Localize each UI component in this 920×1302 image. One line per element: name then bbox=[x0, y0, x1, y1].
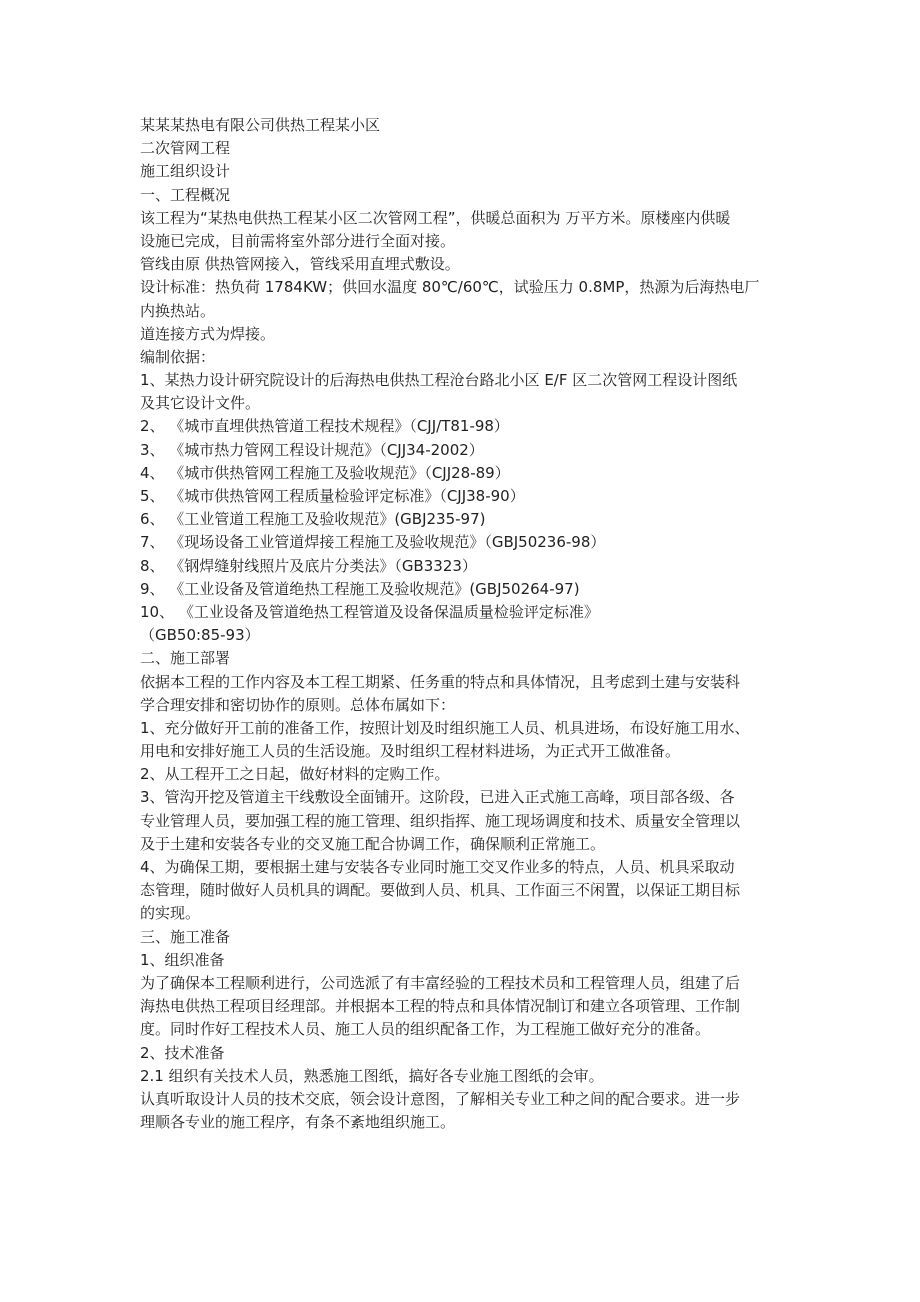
doc-line: （GB50:85-93） bbox=[140, 626, 260, 645]
doc-line: 8、 《钢焊缝射线照片及底片分类法》（GB3323） bbox=[140, 556, 477, 575]
doc-line: 7、 《现场设备工业管道焊接工程施工及验收规范》（GBJ50236-98） bbox=[140, 533, 606, 552]
doc-line: 一、工程概况 bbox=[140, 185, 231, 204]
doc-line: 用电和安排好施工人员的生活设施。及时组织工程材料进场，为正式开工做准备。 bbox=[140, 742, 681, 761]
document-body bbox=[140, 114, 790, 1134]
doc-line: 3、 《城市热力管网工程设计规范》（CJJ34-2002） bbox=[140, 440, 484, 459]
doc-line: 及其它设计文件。 bbox=[140, 394, 261, 413]
doc-line: 3、管沟开挖及管道主干线敷设全面铺开。这阶段，已进入正式施工高峰，项目部各级、各 bbox=[140, 788, 735, 807]
doc-line: 的实现。 bbox=[140, 904, 201, 923]
doc-line: 三、施工准备 bbox=[140, 927, 231, 946]
doc-line: 设施已完成，目前需将室外部分进行全面对接。 bbox=[140, 231, 456, 250]
doc-line: 内换热站。 bbox=[140, 301, 216, 320]
doc-line: 9、 《工业设备及管道绝热工程施工及验收规范》(GBJ50264-97) bbox=[140, 579, 580, 598]
doc-line: 设计标准：热负荷 1784KW；供回水温度 80℃/60℃，试验压力 0.8MP，热源为后海热电厂 bbox=[140, 278, 760, 297]
doc-line: 度。同时作好工程技术人员、施工人员的组织配备工作，为工程施工做好充分的准备。 bbox=[140, 1020, 711, 1039]
doc-line: 为了确保本工程顺利进行，公司选派了有丰富经验的工程技术员和工程管理人员，组建了后 bbox=[140, 973, 741, 992]
doc-line: 理顺各专业的施工程序，有条不紊地组织施工。 bbox=[140, 1113, 456, 1132]
doc-line: 1、充分做好开工前的准备工作，按照计划及时组织施工人员、机具进场，布设好施工用水、 bbox=[140, 718, 750, 737]
doc-line: 认真听取设计人员的技术交底，领会设计意图，了解相关专业工种之间的配合要求。进一步 bbox=[140, 1089, 741, 1108]
doc-line: 专业管理人员，要加强工程的施工管理、组织指挥、施工现场调度和技术、质量安全管理以 bbox=[140, 811, 741, 830]
doc-line: 依据本工程的工作内容及本工程工期紧、任务重的特点和具体情况，且考虑到土建与安装科 bbox=[140, 672, 741, 691]
doc-line: 5、 《城市供热管网工程质量检验评定标准》（CJJ38-90） bbox=[140, 487, 525, 505]
doc-line: 6、 《工业管道工程施工及验收规范》(GBJ235-97) bbox=[140, 510, 486, 529]
doc-line: 道连接方式为焊接。 bbox=[140, 324, 276, 343]
doc-line: 10、 《工业设备及管道绝热工程管道及设备保温质量检验评定标准》 bbox=[140, 602, 599, 621]
doc-line: 4、为确保工期，要根据土建与安装各专业同时施工交叉作业多的特点，人员、机具采取动 bbox=[140, 858, 735, 876]
doc-line: 管线由原 供热管网接入，管线采用直埋式敷设。 bbox=[140, 255, 460, 274]
doc-line: 施工组织设计 bbox=[140, 162, 231, 181]
doc-line: 二、施工部署 bbox=[140, 649, 231, 668]
doc-line: 该工程为“某热电供热工程某小区二次管网工程”，供暖总面积为 万平方米。原楼座内供暖 bbox=[140, 208, 731, 227]
doc-line: 及于土建和安装各专业的交叉施工配合协调工作，确保顺利正常施工。 bbox=[140, 834, 606, 853]
doc-line: 学合理安排和密切协作的原则。总体布属如下： bbox=[140, 695, 456, 714]
doc-line: 二次管网工程 bbox=[140, 139, 231, 158]
doc-line: 态管理，随时做好人员机具的调配。要做到人员、机具、工作面三不闲置，以保证工期目标 bbox=[140, 881, 741, 900]
doc-line: 2、技术准备 bbox=[140, 1043, 225, 1062]
doc-line: 2、 《城市直埋供热管道工程技术规程》（CJJ/T81-98） bbox=[140, 417, 509, 436]
doc-line: 1、某热力设计研究院设计的后海热电供热工程沧台路北小区 E/F 区二次管网工程设计图纸 bbox=[140, 371, 738, 390]
doc-line: 海热电供热工程项目经理部。并根据本工程的特点和具体情况制订和建立各项管理、工作制 bbox=[140, 997, 741, 1016]
doc-line: 某某某热电有限公司供热工程某小区 bbox=[140, 116, 381, 134]
doc-line: 2.1 组织有关技术人员，熟悉施工图纸，搞好各专业施工图纸的会审。 bbox=[140, 1066, 604, 1085]
doc-line: 编制依据： bbox=[140, 347, 216, 366]
doc-line: 1、组织准备 bbox=[140, 950, 225, 969]
doc-line: 2、从工程开工之日起，做好材料的定购工作。 bbox=[140, 765, 450, 784]
doc-line: 4、 《城市供热管网工程施工及验收规范》（CJJ28-89） bbox=[140, 463, 510, 482]
